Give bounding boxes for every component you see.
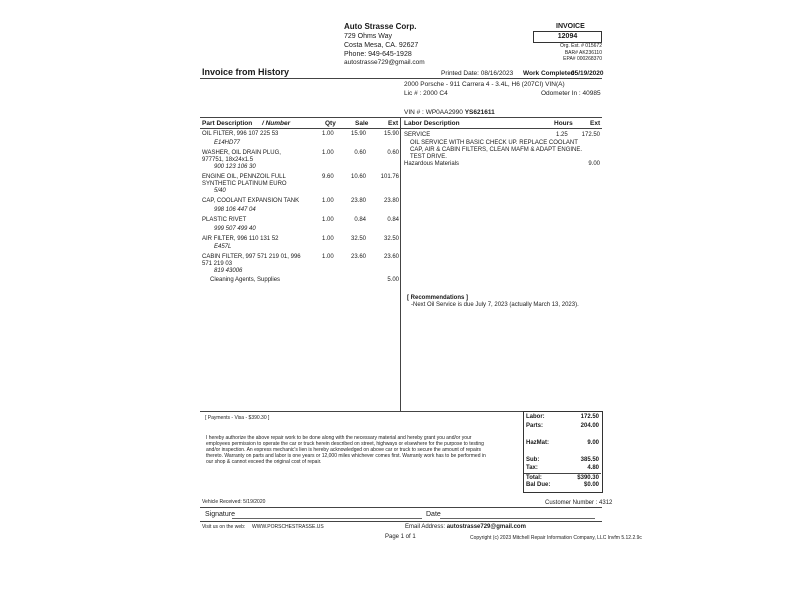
part-number: E14HD77: [214, 140, 241, 146]
bar-number: BAR# AK236110: [564, 50, 602, 56]
part-desc: CAP, COOLANT EXPANSION TANK: [202, 198, 300, 204]
payments: [ Payments - Visa - $390.30 ]: [205, 415, 270, 421]
vehicle-received: Vehicle Received: 5/19/2020: [202, 499, 266, 505]
totals-hazmat-label: HazMat:: [526, 440, 550, 446]
company-address-1: 729 Ohms Way: [344, 33, 392, 40]
part-desc: ENGINE OIL, PENNZOIL FULL: [202, 174, 286, 180]
totals-labor: 172.50: [580, 414, 599, 420]
part-ext: 23.80: [383, 198, 399, 204]
email-label: Email Address:: [405, 524, 446, 530]
labor-detail-1: OIL SERVICE WITH BASIC CHECK UP. REPLACE COOLANT: [410, 140, 578, 146]
labor-header-description: Labor Description: [404, 120, 460, 127]
labor-detail-2: CAP, AIR & CABIN FILTERS, CLEAN MAFM & ADAPT ENGINE.: [410, 147, 583, 153]
part-ext: 0.60: [387, 150, 399, 156]
part-qty: 9.60: [322, 174, 334, 180]
part-sale: 0.60: [354, 150, 366, 156]
signature-label: Signature: [205, 511, 235, 518]
totals-bal-label: Bal Due:: [526, 482, 551, 488]
invoice-label: INVOICE: [556, 23, 585, 30]
part-ext: 0.84: [387, 217, 399, 223]
vehicle-description: 2000 Porsche - 911 Carrera 4 - 3.4L, H6 (207CI) VIN(A): [404, 81, 565, 88]
recommendations-title: [ Recommendations ]: [407, 295, 469, 301]
printed-date: Printed Date: 08/16/2023: [441, 70, 514, 77]
labor-detail-3: TEST DRIVE.: [410, 154, 447, 160]
vin: [404, 109, 495, 116]
totals-sub-label: Sub:: [526, 457, 540, 463]
customer-number: Customer Number : 4312: [545, 500, 613, 506]
part-sale: 10.60: [350, 174, 366, 180]
date-label: Date: [426, 511, 441, 518]
part-number: 900 123 106 30: [214, 164, 256, 170]
company-phone: Phone: 949-645-1928: [344, 51, 412, 58]
totals-hazmat: 9.00: [587, 440, 599, 446]
website-label: Visit us on the web:: [202, 524, 246, 530]
recommendations-text: -Next Oil Service is due July 7, 2023 (actually March 13, 2023).: [411, 302, 579, 308]
part-desc: PLASTIC RIVET: [202, 217, 247, 223]
part-desc: OIL FILTER, 996 107 225 53: [202, 131, 279, 137]
part-sale: 15.90: [350, 131, 366, 137]
email-link[interactable]: autostrasse729@gmail.com: [446, 524, 526, 530]
part-desc: AIR FILTER, 996 110 131 52: [202, 236, 279, 242]
part-number: 998 106 447 04: [214, 207, 256, 213]
totals-parts: 204.00: [580, 423, 599, 429]
part-qty: 1.00: [322, 131, 334, 137]
authorization-5: our shop & cannot exceed the original cost of repair.: [206, 459, 322, 465]
work-completed-label: Work Completed:: [523, 70, 577, 77]
org-est: Org. Est. # 015672: [560, 43, 602, 49]
totals-labor-label: Labor:: [526, 414, 545, 420]
part-sale: 23.60: [350, 254, 366, 260]
vin-prefix: WP0AA2990: [425, 109, 463, 116]
epa-number: EPA# 000268370: [563, 56, 602, 62]
part-ext: 23.60: [383, 254, 399, 260]
authorization-3: and/or inspection. An express mechanic's lien is hereby acknowledged on above car or truck to secure the amount of repairs: [206, 447, 481, 453]
part-sale: 0.84: [354, 217, 366, 223]
totals-parts-label: Parts:: [526, 423, 544, 429]
page-title: Invoice from History: [202, 67, 290, 77]
parts-header-number: / Number: [262, 120, 291, 127]
part-qty: 1.00: [322, 254, 334, 260]
labor-hours: 1.25: [556, 132, 568, 138]
authorization-4: thereto. Warranty on parts and labor is one years or 12,000 miles whichever comes first. Warranty work has to be performed in: [206, 453, 486, 459]
part-qty: 1.00: [322, 198, 334, 204]
labor-header-ext: Ext: [590, 120, 601, 127]
labor-ext: 172.50: [581, 132, 600, 138]
invoice-number-box: [533, 31, 602, 43]
part-ext: 15.90: [383, 131, 399, 137]
part-ext: 32.50: [383, 236, 399, 242]
invoice-number: 12094: [557, 33, 578, 40]
part-desc: WASHER, OIL DRAIN PLUG,: [202, 150, 281, 156]
part-qty: 1.00: [322, 217, 334, 223]
part-qty: 1.00: [322, 236, 334, 242]
copyright: Copyright (c) 2023 Mitchell Repair Information Company, LLC Invfm 5.12.2.9c: [470, 535, 642, 541]
parts-header-description: Part Description: [202, 120, 253, 127]
part-ext: 101.76: [380, 174, 399, 180]
vin-label: VIN # :: [404, 109, 424, 116]
hazmat-ext: 9.00: [588, 161, 600, 167]
part-number: 819 43006: [214, 268, 243, 274]
labor-header-hours: Hours: [554, 120, 573, 127]
website-link[interactable]: WWW.PORSCHESTRASSE.US: [252, 524, 324, 530]
totals-total-label: Total:: [526, 475, 542, 481]
labor-service: SERVICE: [404, 132, 431, 138]
part-desc: SYNTHETIC PLATINUM EURO: [202, 181, 287, 187]
odometer: Odometer In : 40985: [541, 90, 601, 97]
company-address-2: Costa Mesa, CA. 92627: [344, 42, 419, 49]
license-number: Lic # : 2000 C4: [404, 90, 448, 97]
totals-tax: 4.80: [587, 465, 599, 471]
part-desc: 977751, 18x24x1.5: [202, 157, 254, 163]
part-number: 5/40: [214, 188, 226, 194]
email-line: [405, 524, 526, 531]
authorization-2: employees permission to operate the car or truck herein described on street, highways or elsewhere for the purpose to testing: [206, 441, 484, 447]
work-completed-date: 05/19/2020: [571, 70, 604, 77]
totals-tax-label: Tax:: [526, 465, 538, 471]
totals-total: $390.30: [577, 475, 599, 481]
part-desc: CABIN FILTER, 997 571 219 01, 996: [202, 254, 301, 260]
part-sale: 32.50: [350, 236, 366, 242]
totals-bal: $0.00: [583, 482, 599, 488]
supplies-ext: 5.00: [387, 277, 399, 283]
company-name: Auto Strasse Corp.: [344, 22, 417, 31]
part-desc: 571 219 03: [202, 261, 233, 267]
part-number: E457L: [214, 244, 232, 250]
parts-header-qty: Qty: [325, 120, 336, 127]
supplies-label: Cleaning Agents, Supplies: [210, 277, 281, 283]
company-email: autostrasse729@gmail.com: [344, 59, 425, 66]
parts-header-ext: Ext: [388, 120, 399, 127]
part-number: 999 507 499 40: [214, 226, 256, 232]
parts-header-sale: Sale: [355, 120, 369, 127]
part-qty: 1.00: [322, 150, 334, 156]
totals-sub: 385.50: [580, 457, 599, 463]
hazmat-label: Hazardous Materials: [404, 161, 460, 167]
vin-suffix: YS621611: [464, 109, 495, 116]
part-sale: 23.80: [350, 198, 366, 204]
authorization-1: I hereby authorize the above repair work to be done along with the necessary material and hereby grant you and/or your: [206, 435, 472, 441]
page-number: Page 1 of 1: [385, 534, 416, 540]
